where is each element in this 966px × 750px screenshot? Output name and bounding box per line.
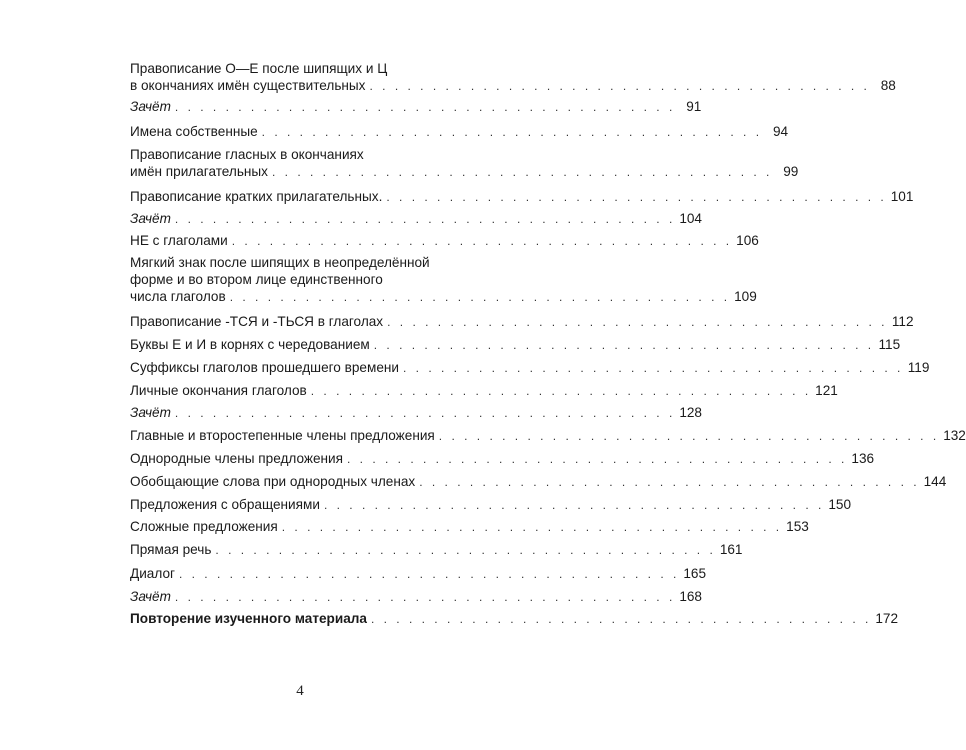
dot-leader: . . . . . . . . . . . . . . . . . . . . . . . . . . . . . . . . . . . . . . . .	[373, 338, 875, 352]
toc-entry-title-line: Правописание О—Е после шипящих и Ц	[130, 61, 388, 76]
dot-leader: . . . . . . . . . . . . . . . . . . . . . . . . . . . . . . . . . . . . . . . .	[386, 190, 887, 204]
dot-leader: . . . . . . . . . . . . . . . . . . . . . . . . . . . . . . . . . . . . . . . .	[174, 212, 676, 226]
page-number: 4	[296, 683, 304, 699]
toc-entry-title: Повторение изученного материала	[130, 611, 367, 626]
toc-entry-title: Сложные предложения	[130, 519, 278, 534]
toc-entry-row	[130, 98, 702, 116]
toc-entry-title: Имена собственные	[130, 124, 258, 139]
toc-entry	[130, 146, 799, 181]
toc-entry-title: числа глаголов	[130, 289, 226, 304]
toc-entry	[130, 359, 930, 377]
toc-entry-title: Главные и второстепенные члены предложения	[130, 428, 435, 443]
toc-entry	[130, 254, 757, 306]
toc-entry-page: 121	[815, 383, 838, 398]
dot-leader: . . . . . . . . . . . . . . . . . . . . . . . . . . . . . . . . . . . . . . . .	[369, 79, 870, 93]
toc-entry-title: Предложения с обращениями	[130, 497, 320, 512]
toc-entry-title: Зачёт	[130, 589, 171, 604]
toc-entry-title-line: Правописание гласных в окончаниях	[130, 147, 364, 162]
toc-entry-row	[130, 588, 702, 606]
toc-entry-title: имён прилагательных	[130, 164, 268, 179]
toc-entry-row	[130, 288, 757, 306]
toc-entry-page: 88	[880, 78, 896, 93]
toc-entry-row	[130, 163, 799, 181]
dot-leader: . . . . . . . . . . . . . . . . . . . . . . . . . . . . . . . . . . . . . . . .	[402, 361, 904, 375]
toc-entry	[130, 336, 901, 354]
toc-entry	[130, 496, 852, 514]
toc-entry-row	[130, 123, 789, 141]
dot-leader: . . . . . . . . . . . . . . . . . . . . . . . . . . . . . . . . . . . . . . . .	[215, 543, 716, 557]
toc-entry-title: Прямая речь	[130, 542, 212, 557]
toc-entry-row	[130, 404, 702, 422]
toc-entry-page: 144	[923, 474, 947, 489]
dot-leader: . . . . . . . . . . . . . . . . . . . . . . . . . . . . . . . . . . . . . . . .	[174, 406, 676, 420]
toc-entry-row	[130, 77, 896, 95]
toc-entry	[130, 98, 702, 116]
dot-leader: . . . . . . . . . . . . . . . . . . . . . . . . . . . . . . . . . . . . . . . .	[174, 590, 676, 604]
toc-entry-row	[130, 541, 743, 559]
toc-entry-page: 104	[679, 211, 702, 226]
toc-entry-page: 153	[786, 519, 809, 534]
toc-entry-row	[130, 210, 702, 228]
toc-entry-row	[130, 518, 809, 536]
toc-entry	[130, 232, 759, 250]
toc-entry-title: Зачёт	[130, 211, 171, 226]
dot-leader: . . . . . . . . . . . . . . . . . . . . . . . . . . . . . . . . . . . . . . . .	[347, 452, 848, 466]
toc-entry-page: 94	[772, 124, 789, 139]
toc-entry-title: Личные окончания глаголов	[130, 383, 307, 398]
toc-entry-title: Правописание кратких прилагательных.	[130, 189, 383, 204]
toc-entry	[130, 210, 702, 228]
toc-entry-page: 115	[878, 337, 901, 352]
toc-entry-row	[130, 336, 901, 354]
dot-leader: . . . . . . . . . . . . . . . . . . . . . . . . . . . . . . . . . . . . . . . .	[229, 290, 731, 304]
toc-entry-title: Суффиксы глаголов прошедшего времени	[130, 360, 399, 375]
toc-entry-title: Буквы Е и И в корнях с чередованием	[130, 337, 370, 352]
toc-entry-row	[130, 610, 899, 628]
dot-leader: . . . . . . . . . . . . . . . . . . . . . . . . . . . . . . . . . . . . . . . .	[310, 384, 812, 398]
toc-entry-title-line: форме и во втором лице единственного	[130, 272, 383, 287]
toc-entry-title: Обобщающие слова при однородных членах	[130, 474, 416, 489]
dot-leader: . . . . . . . . . . . . . . . . . . . . . . . . . . . . . . . . . . . . . . . .	[231, 234, 733, 248]
toc-entry	[130, 541, 743, 559]
toc-entry	[130, 427, 966, 445]
toc-entry-page: 168	[679, 589, 702, 604]
toc-entry	[130, 404, 702, 422]
toc-entry-page: 172	[875, 611, 899, 626]
toc-entry-title: НЕ с глаголами	[130, 233, 228, 248]
toc-entry	[130, 588, 702, 606]
toc-entry-title: Зачёт	[130, 405, 171, 420]
toc-entry	[130, 473, 947, 491]
toc-entry-page: 136	[851, 451, 875, 466]
toc-entry	[130, 60, 896, 95]
toc-entry	[130, 518, 809, 536]
dot-leader: . . . . . . . . . . . . . . . . . . . . . . . . . . . . . . . . . . . . . . . .	[281, 520, 783, 534]
dot-leader: . . . . . . . . . . . . . . . . . . . . . . . . . . . . . . . . . . . . . . . .	[323, 498, 825, 512]
toc-entry-row	[130, 496, 852, 514]
toc-entry	[130, 188, 914, 206]
dot-leader: . . . . . . . . . . . . . . . . . . . . . . . . . . . . . . . . . . . . . . . .	[370, 612, 872, 626]
toc-entry-row	[130, 382, 838, 400]
dot-leader: . . . . . . . . . . . . . . . . . . . . . . . . . . . . . . . . . . . . . . . .	[174, 100, 676, 114]
toc-entry-title-line: Мягкий знак после шипящих в неопределённой	[130, 255, 430, 270]
toc-entry-title: Диалог	[130, 566, 175, 581]
toc-entry-title: Однородные члены предложения	[130, 451, 343, 466]
dot-leader: . . . . . . . . . . . . . . . . . . . . . . . . . . . . . . . . . . . . . . . .	[419, 475, 920, 489]
toc-entry-row	[130, 565, 707, 583]
dot-leader: . . . . . . . . . . . . . . . . . . . . . . . . . . . . . . . . . . . . . . . .	[271, 165, 773, 179]
toc-entry-row	[130, 359, 930, 377]
toc-entry-page: 165	[683, 566, 707, 581]
toc-entry-page: 91	[686, 99, 702, 114]
toc-entry-page: 161	[719, 542, 743, 557]
toc-entry-row	[130, 450, 875, 468]
toc-entry-title: в окончаниях имён существительных	[130, 78, 366, 93]
toc-entry-row	[130, 188, 914, 206]
toc-entry-row	[130, 313, 914, 331]
toc-entry-page: 112	[891, 314, 914, 329]
toc-entry	[130, 610, 899, 628]
dot-leader: . . . . . . . . . . . . . . . . . . . . . . . . . . . . . . . . . . . . . . . .	[261, 125, 763, 139]
toc-entry	[130, 123, 789, 141]
toc-entry-page: 106	[736, 233, 759, 248]
toc-entry	[130, 565, 707, 583]
toc-entry-page: 128	[679, 405, 702, 420]
dot-leader: . . . . . . . . . . . . . . . . . . . . . . . . . . . . . . . . . . . . . . . .	[438, 429, 940, 443]
toc-entry-row	[130, 473, 947, 491]
toc-entry-page: 132	[943, 428, 966, 443]
dot-leader: . . . . . . . . . . . . . . . . . . . . . . . . . . . . . . . . . . . . . . . .	[387, 315, 888, 329]
dot-leader: . . . . . . . . . . . . . . . . . . . . . . . . . . . . . . . . . . . . . . . .	[178, 567, 680, 581]
toc-entry-title: Зачёт	[130, 99, 171, 114]
toc-entry-page: 99	[783, 164, 799, 179]
toc-entry-page: 150	[828, 497, 852, 512]
toc-entry-page: 101	[890, 189, 914, 204]
toc-entry-page: 109	[734, 289, 757, 304]
toc-entry	[130, 382, 838, 400]
toc-entry-row	[130, 232, 759, 250]
toc-entry-row	[130, 427, 966, 445]
toc-entry-page: 119	[907, 360, 930, 375]
toc-entry	[130, 450, 875, 468]
toc-entry	[130, 313, 914, 331]
toc-entry-title: Правописание -ТСЯ и -ТЬСЯ в глаголах	[130, 314, 384, 329]
